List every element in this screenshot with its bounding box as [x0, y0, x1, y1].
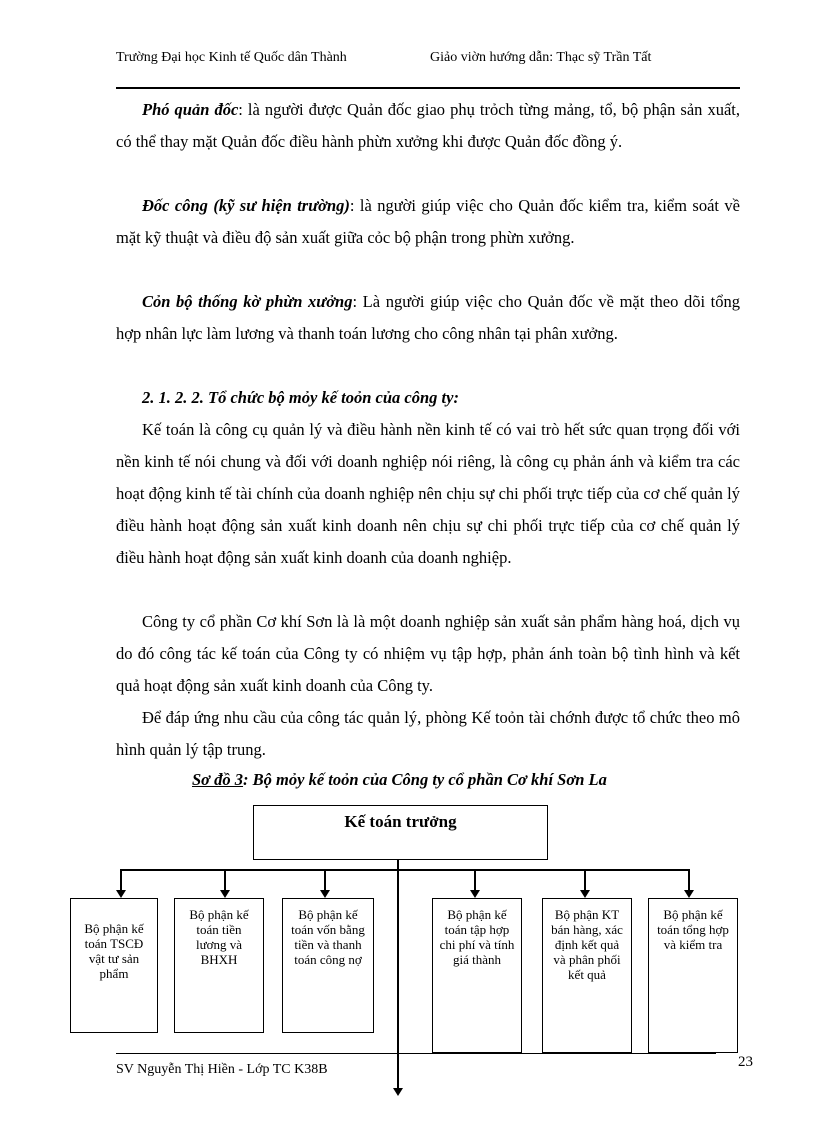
connector-3: [324, 869, 326, 891]
connector-horizontal: [120, 869, 688, 871]
connector-5: [584, 869, 586, 891]
child-box-cash: Bộ phận kế toán vốn bằng tiền và thanh toán công nợ: [282, 898, 374, 1033]
arrow-6: [684, 890, 694, 898]
arrow-down-bottom: [393, 1088, 403, 1096]
arrow-1: [116, 890, 126, 898]
para-statistician: [116, 286, 740, 350]
diagram-caption-text: : Bộ mỏy kế toỏn của Công ty cổ phần Cơ khí Sơn La: [243, 770, 607, 789]
term-statistician: Cỏn bộ thống kờ phừn xưởng: [142, 292, 353, 311]
diagram-caption: [192, 770, 607, 790]
term-foreman: Đốc công (kỹ sư hiện trường): [142, 196, 350, 215]
connector-2: [224, 869, 226, 891]
term-deputy-manager: Phó quản đốc: [142, 100, 239, 119]
child-box-payroll: Bộ phận kế toán tiền lương và BHXH: [174, 898, 264, 1033]
page-number: 23: [738, 1054, 753, 1070]
para-foreman: [116, 190, 740, 254]
connector-6: [688, 869, 690, 891]
header-advisor: Giảo viờn hướng dẫn: Thạc sỹ Trần Tất: [430, 50, 652, 65]
arrow-3: [320, 890, 330, 898]
diagram-caption-label: Sơ đồ 3: [192, 770, 244, 789]
footer-rule: [116, 1053, 716, 1054]
text-deputy-manager: : là người được Quản đốc giao phụ trỏch từng mảng, tổ, bộ phận sản xuất, có thể thay mặt Quản đốc điều hành phừn xưởng khi được Quản đốc đồng ý.: [116, 100, 740, 151]
child-box-sales: Bộ phận KT bán hàng, xác định kết quả và phân phối kết quả: [542, 898, 632, 1053]
connector-4: [474, 869, 476, 891]
arrow-4: [470, 890, 480, 898]
root-box: Kế toán trưởng: [253, 805, 548, 860]
header-school: Trường Đại học Kinh tế Quốc dân Thành: [116, 50, 347, 65]
body-para-1: Kế toán là công cụ quản lý và điều hành nền kinh tế có vai trò hết sức quan trọng đối với nền kinh tế nói chung và đối với doanh nghiệp nói riêng, là công cụ phản ánh và kiểm tra các hoạt động kinh tế tài chính của doanh nghiệp nên chịu sự chi phối trực tiếp của cơ chế quản lý điều hành hoạt động sản xuất kinh doanh nên chịu sự chi phối trực tiếp của cơ chế quản lý điều hành hoạt động sản xuất kinh doanh của doanh nghiệp.: [116, 420, 740, 567]
text-foreman: : là người giúp việc cho Quản đốc kiểm tra, kiểm soát về mặt kỹ thuật và điều độ sản xuất giữa cỏc bộ phận trong phừn xưởng.: [116, 196, 740, 247]
body-para-2: Công ty cổ phần Cơ khí Sơn là là một doanh nghiệp sản xuất sản phẩm hàng hoá, dịch vụ do đó công tác kế toán của Công ty có nhiệm vụ tập hợp, phản ánh toàn bộ tình hình và kết quả hoạt động sản xuất kinh doanh của Công ty.: [116, 612, 740, 695]
child-box-costing: Bộ phận kế toán tập hợp chi phí và tính giá thành: [432, 898, 522, 1053]
arrow-5: [580, 890, 590, 898]
para-deputy-manager: [116, 94, 740, 158]
header-rule: [116, 87, 740, 89]
child-box-fixed-assets: Bộ phận kế toán TSCĐ vật tư sản phẩm: [70, 898, 158, 1033]
section-heading: 2. 1. 2. 2. Tổ chức bộ mỏy kế toỏn của công ty:: [142, 388, 459, 407]
child-box-general: Bộ phận kế toán tổng hợp và kiểm tra: [648, 898, 738, 1053]
connector-1: [120, 869, 122, 891]
text-statistician: : Là người giúp việc cho Quản đốc về mặt theo dõi tổng hợp nhân lực làm lương và thanh toán lương cho công nhân tại phân xưởng.: [116, 292, 740, 343]
body-para-3: Để đáp ứng nhu cầu của công tác quản lý, phòng Kế toỏn tài chớnh được tổ chức theo mô hình quản lý tập trung.: [116, 708, 740, 759]
footer-student: SV Nguyễn Thị Hiền - Lớp TC K38B: [116, 1062, 328, 1077]
arrow-2: [220, 890, 230, 898]
